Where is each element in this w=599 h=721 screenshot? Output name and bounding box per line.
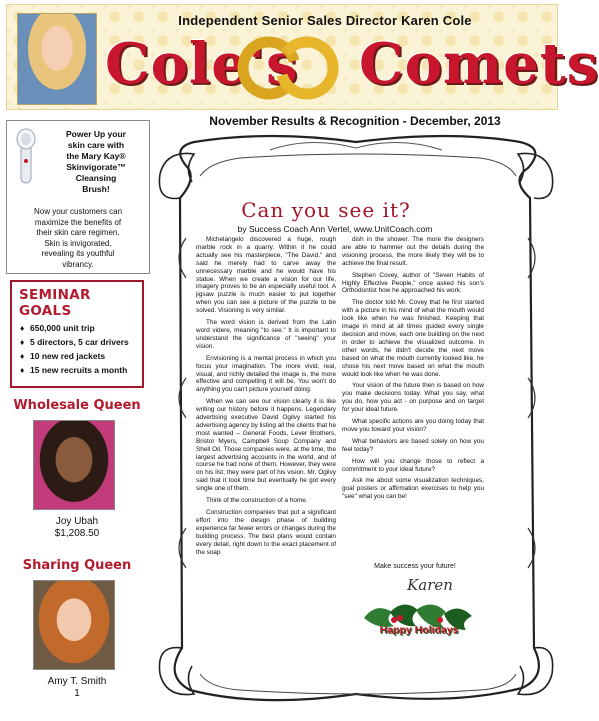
sharing-queen-count: 1 xyxy=(74,688,80,699)
happy-holidays-text: Happy Holidays xyxy=(379,624,459,636)
issue-subtitle: November Results & Recognition - December, 2013 xyxy=(209,114,501,128)
promo-body xyxy=(11,207,145,270)
article-title: Can you see it? xyxy=(241,198,411,222)
article-paragraph: dish in the shower. The more the designers are able to hammer out the details during the visioning process, the more likely they will be to achieve the final result. xyxy=(342,236,484,267)
wholesale-queen-amount: $1,208.50 xyxy=(54,528,100,539)
promo-headline-line: Brush! xyxy=(82,184,110,194)
sharing-queen-photo xyxy=(33,580,115,670)
article-paragraph: Stephen Covey, author of "Seven Habits of Highly Effective People," once asked his son's Orthodontist how he approached his work. xyxy=(342,271,484,295)
article-paragraph: Ask me about some visualization techniques, goal posters or affirmation exercises to help you "see" what you can be! xyxy=(342,477,484,501)
wholesale-queen-name: Joy Ubah xyxy=(55,516,99,527)
goal-text: 650,000 unit trip xyxy=(30,323,95,333)
promo-body-line: vibrancy. xyxy=(62,259,94,269)
article-byline: by Success Coach Ann Vertel, www.UnitCoach.com xyxy=(237,224,433,234)
goal-item xyxy=(20,323,142,334)
signature-karen: Karen xyxy=(407,576,453,594)
promo-headline-line: Skinvigorate™ xyxy=(66,162,126,172)
goal-text: 5 directors, 5 car drivers xyxy=(30,337,129,347)
holly-leaves-icon xyxy=(354,598,480,646)
promo-body-line: Now your customers can xyxy=(33,207,123,216)
cleansing-brush-icon xyxy=(15,127,37,185)
promo-headline xyxy=(47,129,145,195)
article-paragraph: Michelangelo discovered a huge, rough marble rock in a quarry. Within it he could actually see his masterpiece, "The David," and said he merely had to carve away the unnecessary marble and he would have his statue. When we create a vision for our life, imagery proves to be an especially useful tool. A jigsaw puzzle is much easier to put together when you can see a picture of the puzzle to be solved. Visioning is very similar. xyxy=(196,236,336,315)
sharing-queen-name: Amy T. Smith xyxy=(47,676,107,687)
article-paragraph: Your vision of the future then is based on how you make decisions today. What you say, what you do, how you act - on purpose and on target for your ideal future. xyxy=(342,382,484,414)
diamond-bullet-icon: ♦ xyxy=(20,337,25,347)
skinvigorate-promo xyxy=(6,120,150,274)
promo-headline-line: skin care with xyxy=(67,140,125,150)
closing-line: Make success your future! xyxy=(374,563,456,570)
seminar-goals-box xyxy=(10,280,144,388)
article-paragraph: Envisioning is a mental process in which you focus your imagination. The more vivid, real, visual, and richly detailed the image is, the more effective and compelling it will be. You won't do anything you can't picture yourself doing. xyxy=(196,354,336,394)
sharing-queen-title: Sharing Queen xyxy=(22,558,132,573)
goal-text: 15 new recruits a month xyxy=(30,365,128,375)
article-paragraph: The doctor told Mr. Covey that he first started with a picture in his mind of what the mouth would look like when he was finished. Keeping that image in mind at all times guided every single decision and move, each one building on the next in order to achieve the visualized outcome. In other words, he didn't decide the next move based on what the mouth currently looked like, he chose his next move based on what the mouth would look like when he was done. xyxy=(342,299,484,378)
newsletter-header xyxy=(6,4,599,110)
diamond-bullet-icon: ♦ xyxy=(20,323,25,333)
promo-headline-line: the Mary Kay® xyxy=(66,151,126,161)
article-paragraph: Think of the construction of a home. xyxy=(206,497,308,505)
article-paragraph: When we can see our vision clearly it is like writing our history before it happens. Legendary advertising executive David Ogilvy started his advertising agency by listing all the clients that he most wanted – General Foods, Lever Brothers, Bristol Myers, Campbell Soup Company and Shell Oil. Those companies were, at the time, the largest advertising accounts in the world, and of course he had none of them. However, they were on his list; they were part of his vision. Mr. Ogilvy said that it took time but eventually he got every single one of them. xyxy=(196,398,336,493)
goal-text: 10 new red jackets xyxy=(30,351,106,361)
promo-headline-line: Power Up your xyxy=(66,129,126,139)
promo-body-line: revealing its youthful xyxy=(41,249,115,258)
article-paragraph: What specific actions are you doing today that move you toward your vision? xyxy=(342,418,484,433)
article-column-right xyxy=(342,236,484,566)
article-paragraph: How will you change those to reflect a commitment to your ideal future? xyxy=(342,457,484,473)
goal-item xyxy=(20,351,142,362)
article-paragraph: Construction companies that put a significant effort into the design phase of building experience far fewer errors or changes during the building process. The best plans would contain every detail, right down to the exact placement of the soap xyxy=(196,509,336,556)
promo-body-line: Skin is invigorated, xyxy=(44,238,112,248)
masthead-title-left: Cole's xyxy=(105,31,299,97)
masthead-title-right: Comets xyxy=(359,31,599,97)
director-line: Independent Senior Sales Director Karen Cole xyxy=(178,13,472,28)
article-paragraph: The word vision is derived from the Latin word videre, meaning "to see." It is important to understand the significance of "seeing" your vision. xyxy=(196,319,336,350)
goal-item xyxy=(20,365,142,376)
promo-body-line: their skin care regimen. xyxy=(36,228,120,237)
article-column-left xyxy=(196,236,336,636)
chanel-style-cc-logo-icon xyxy=(223,31,353,105)
promo-body-line: maximize the benefits of xyxy=(34,217,122,227)
diamond-bullet-icon: ♦ xyxy=(20,365,25,375)
article-paragraph: What behaviors are based solely on how you feel today? xyxy=(342,437,484,453)
wholesale-queen-title: Wholesale Queen xyxy=(13,398,141,413)
wholesale-queen-photo xyxy=(33,420,115,510)
karen-cole-photo xyxy=(17,13,97,105)
goal-item xyxy=(20,337,142,348)
diamond-bullet-icon: ♦ xyxy=(20,351,25,361)
seminar-goals-title: SEMINAR GOALS xyxy=(19,287,91,319)
promo-headline-line: Cleansing xyxy=(75,173,117,183)
